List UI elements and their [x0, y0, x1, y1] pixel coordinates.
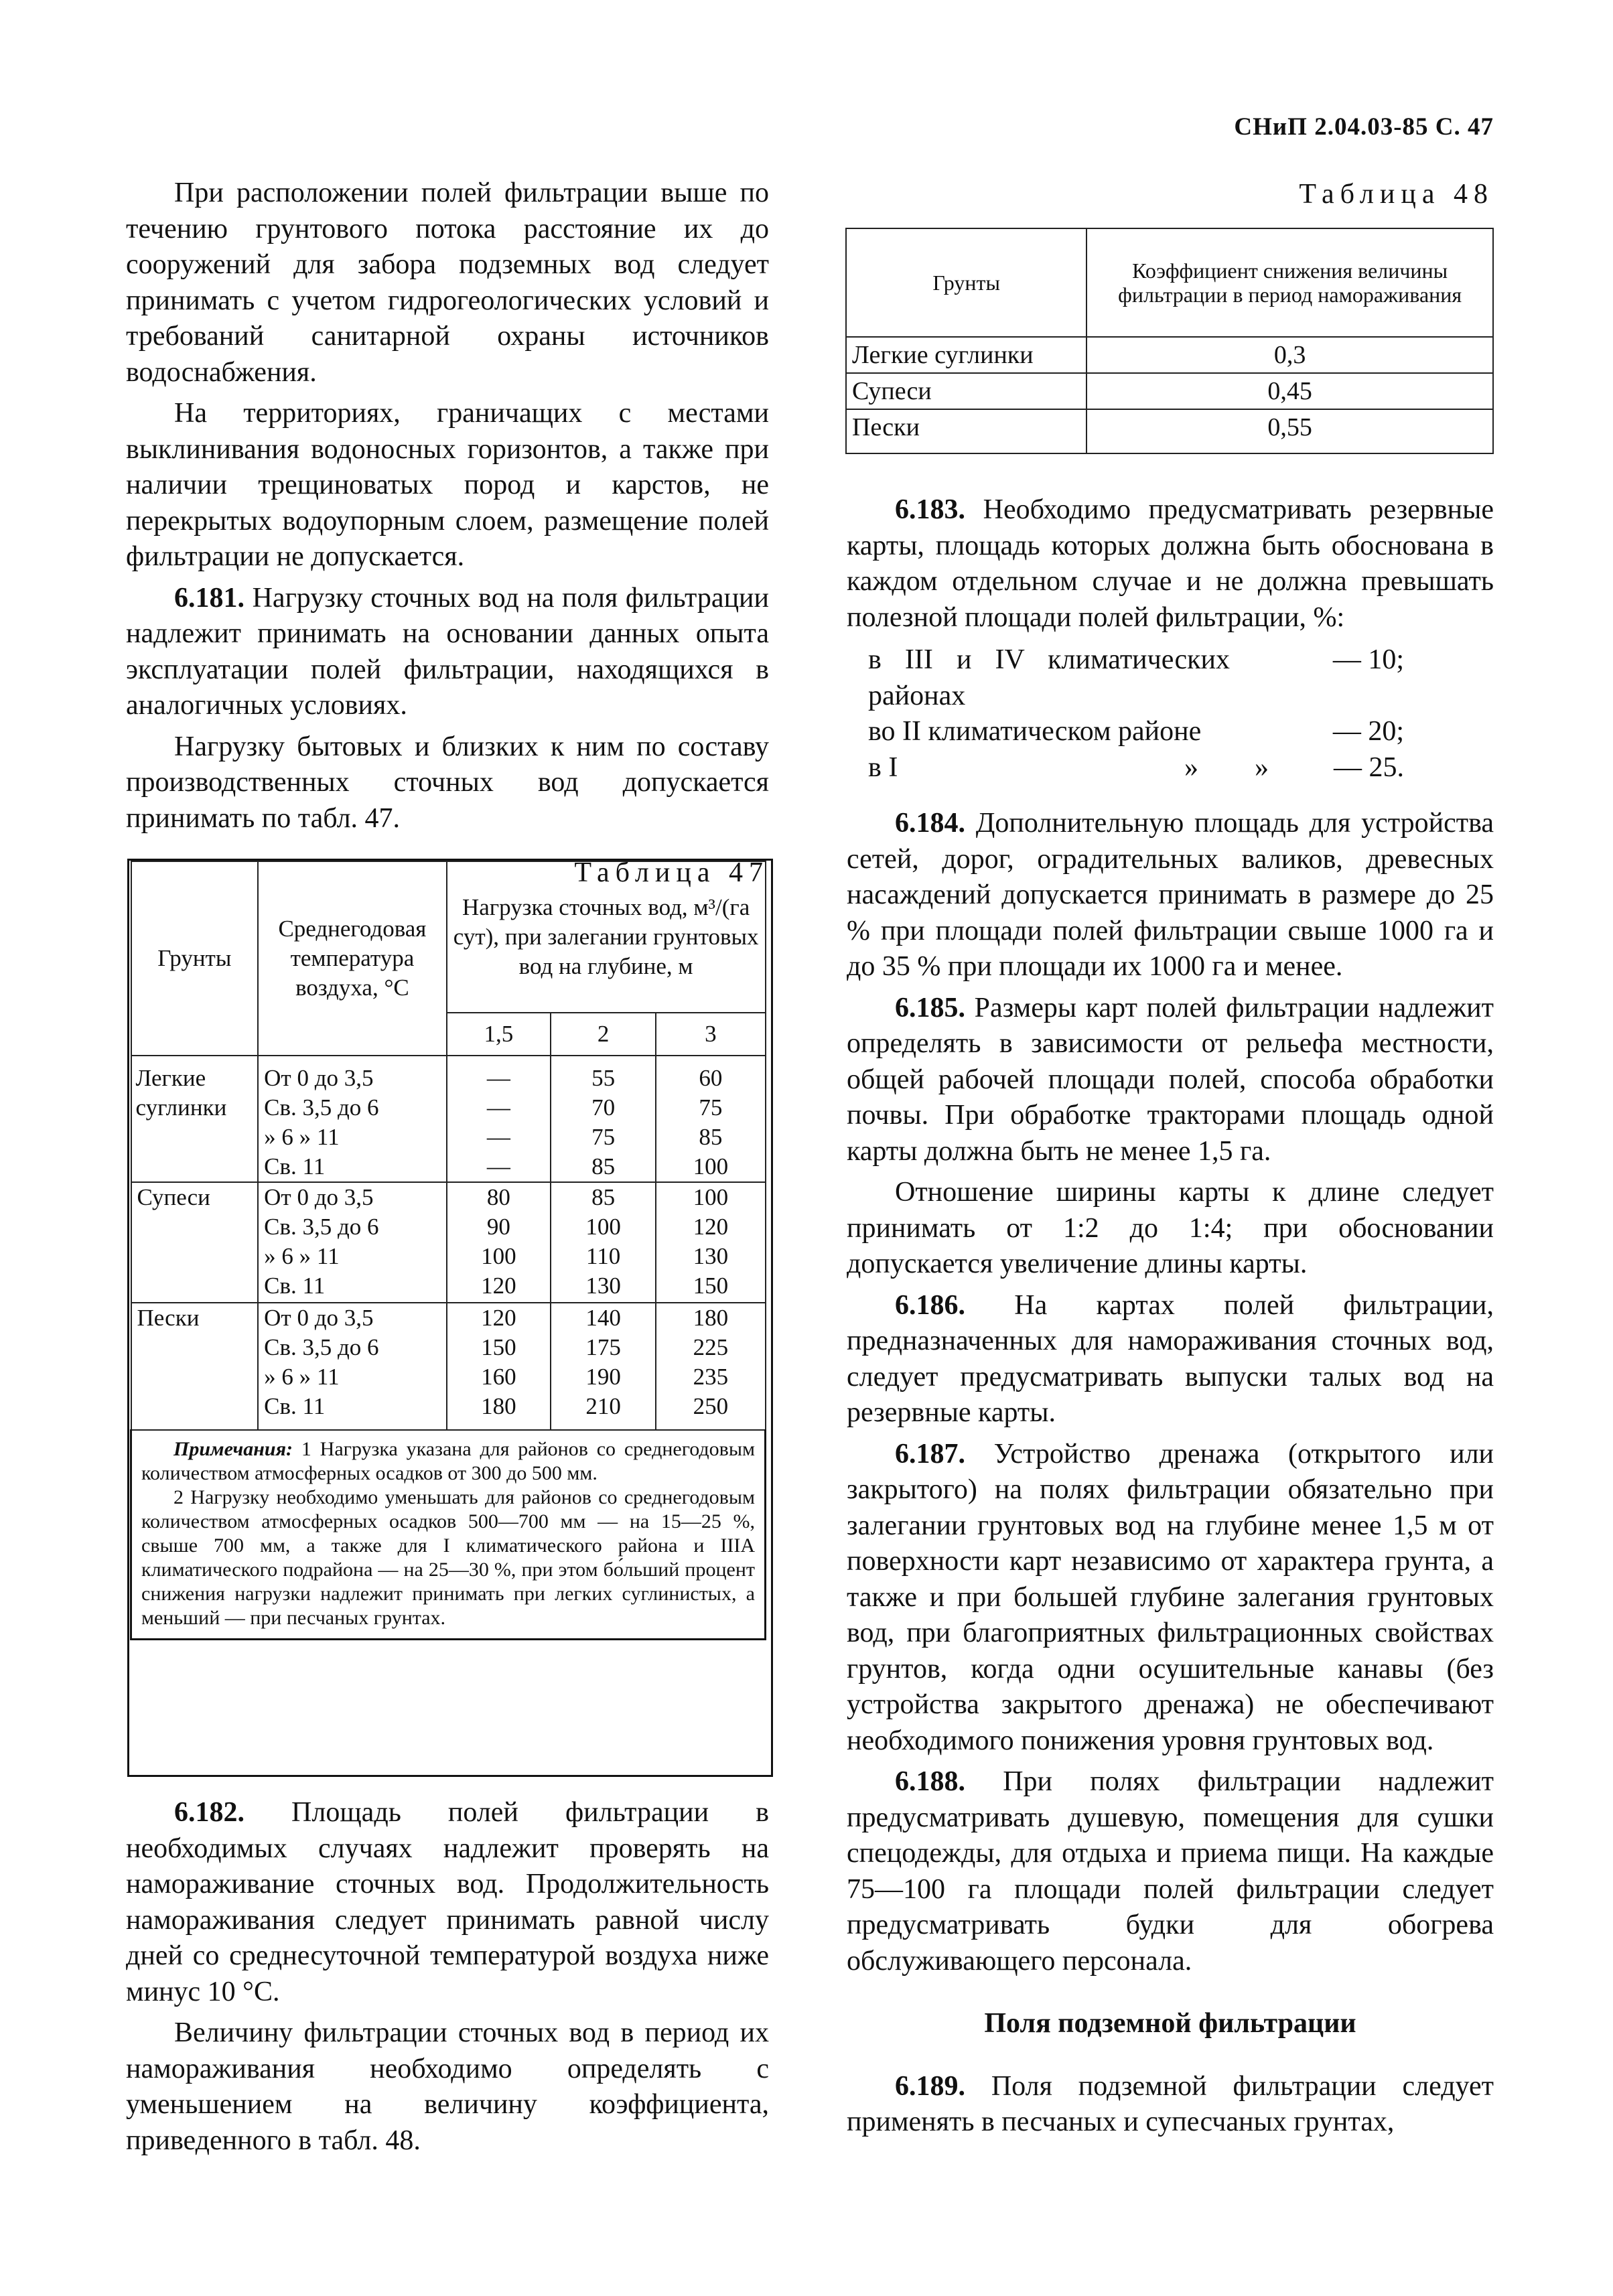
- left-column: [126, 175, 769, 891]
- clause-number: 6.184.: [895, 808, 965, 839]
- soil-cell: Супеси: [131, 1182, 259, 1303]
- note-2: 2 Нагрузку необходимо уменьшать для районов со среднегодовым количеством атмосферных осадков 500—700 мм — на 15—25 %, свыше 700 мм, а также для I климатического района и IIIA климатического подрайона — на 25—30 %, при этом бо́льший процент снижения нагрузки надлежит принимать при легких суглинистых, а меньший — при песчаных грунтах.: [141, 1486, 755, 1629]
- column-header-depth: 2: [551, 1013, 656, 1056]
- clause-number: 6.187.: [895, 1438, 965, 1469]
- left-column-lower: [126, 1795, 769, 2164]
- paragraph-6-188: [847, 1764, 1494, 1979]
- clause-number: 6.181.: [174, 582, 244, 614]
- clause-text: При полях фильтрации надлежит предусматривать душевую, помещения для сушки спецодежды, для отдыха и приема пищи. На каждые 75—100 га площади полей фильтрации следует предусматривать будки для обогрева обслуживающего персонала.: [847, 1766, 1494, 1977]
- column-header-coefficient: Коэффициент снижения величины фильтрации в период намораживания: [1086, 228, 1493, 337]
- table-row: [131, 1182, 766, 1303]
- page-header: СНиП 2.04.03-85 С. 47: [1234, 113, 1494, 141]
- temp-cell: От 0 до 3,5 Св. 3,5 до 6 » 6 » 11 Св. 11: [258, 1182, 447, 1303]
- clause-text: На картах полей фильтрации, предназначенных для намораживания сточных вод, следует предусматривать выпуски талых вод на резервные карты.: [847, 1289, 1494, 1428]
- table-48-caption: Таблица 48: [1299, 179, 1494, 210]
- temp-cell: От 0 до 3,5 Св. 3,5 до 6 » 6 » 11 Св. 11: [258, 1064, 447, 1182]
- clause-text: Площадь полей фильтрации в необходимых случаях надлежит проверять на намораживание сточных вод. Продолжительность намораживания следует принимать равной числу дней со среднесуточной температурой воздуха ниже минус 10 °С.: [126, 1797, 769, 2007]
- value-cell: 120 150 160 180: [447, 1303, 551, 1430]
- table-row: [846, 373, 1493, 409]
- table-row: [131, 1303, 766, 1430]
- column-header-load: Нагрузка сточных вод, м³/(га сут), при залегании грунтовых вод на глубине, м: [447, 861, 766, 1013]
- value-cell: 55 70 75 85: [551, 1064, 656, 1182]
- soil-cell: Легкие суглинки: [846, 337, 1086, 373]
- list-item: в III и IV климатических районах — 10;: [868, 644, 1404, 711]
- value-cell: 85 100 110 130: [551, 1182, 656, 1303]
- paragraph: На территориях, граничащих с местами выклинивания водоносных горизонтов, а также при наличии трещиноватых пород и карстов, не перекрытых водоупорным слоем, размещение полей фильтрации не допускается.: [126, 398, 769, 572]
- paragraph: Отношение ширины карты к длине следует принимать от 1:2 до 1:4; при обосновании допускается увеличение длины карты.: [847, 1177, 1494, 1279]
- clause-text: Устройство дренажа (открытого или закрытого) на полях фильтрации обязательно при залегании грунтовых вод на глубине менее 1,5 м от поверхности карт независимо от характера грунта, а также и при большей глубине залегания грунтовых вод, при благоприятных фильтрационных свойствах грунтов, когда одни осушительные канавы (без устройства закрытого дренажа) не обеспечивают необходимого понижения уровня грунтовых вод.: [847, 1438, 1494, 1756]
- value-cell: 0,45: [1086, 373, 1493, 409]
- temp-cell: От 0 до 3,5 Св. 3,5 до 6 » 6 » 11 Св. 11: [258, 1303, 447, 1430]
- value-cell: 180 225 235 250: [656, 1303, 765, 1430]
- soil-cell: Легкие суглинки: [131, 1064, 259, 1182]
- value-cell: 60 75 85 100: [656, 1064, 765, 1182]
- paragraph: При расположении полей фильтрации выше по течению грунтового потока расстояние их до сооружений для забора подземных вод следует принимать с учетом гидрогеологических условий и требований санитарной охраны источников водоснабжения.: [126, 177, 769, 388]
- table-48-caption-wrap: [847, 175, 1494, 213]
- value-cell: 0,3: [1086, 337, 1493, 373]
- paragraph-6-185: [847, 991, 1494, 1170]
- column-header-depth: 1,5: [447, 1013, 551, 1056]
- column-header-depth: 3: [656, 1013, 765, 1056]
- clause-number: 6.189.: [895, 2070, 965, 2102]
- list-item: в I » » — 25.: [868, 751, 1404, 783]
- paragraph-6-187: [847, 1437, 1494, 1760]
- paragraph-6-181: [126, 581, 769, 724]
- clause-text: Дополнительную площадь для устройства сетей, дорог, оградительных валиков, древесных насаждений допускается принимать в размере до 25 % при площади полей фильтрации свыше 1000 га и до 35 % при площади их 1000 га и менее.: [847, 808, 1494, 982]
- clause-number: 6.186.: [895, 1289, 965, 1321]
- value-cell: 100 120 130 150: [656, 1182, 765, 1303]
- soil-cell: Супеси: [846, 373, 1086, 409]
- clause-text: Нагрузку сточных вод на поля фильтрации надлежит принимать на основании данных опыта эксплуатации полей фильтрации, находящихся в аналогичных условиях.: [126, 582, 769, 721]
- clause-number: 6.185.: [895, 992, 965, 1023]
- right-column: [847, 492, 1494, 2146]
- paragraph-6-186: [847, 1288, 1494, 1431]
- paragraph-6-182: [126, 1795, 769, 2010]
- value-cell: 80 90 100 120: [447, 1182, 551, 1303]
- paragraph: Величину фильтрации сточных вод в период их намораживания необходимо определять с уменьшением на величину коэффициента, приведенного в табл. 48.: [126, 2017, 769, 2156]
- table-row: [846, 409, 1493, 453]
- paragraph-6-183: [847, 492, 1494, 636]
- climate-list: [847, 642, 1494, 786]
- clause-text: Поля подземной фильтрации следует применять в песчаных и супесчаных грунтах,: [847, 2070, 1494, 2137]
- list-item: во II климатическом районе — 20;: [868, 716, 1404, 747]
- paragraph-6-184: [847, 806, 1494, 985]
- clause-text: Необходимо предусматривать резервные карты, площадь которых должна быть обоснована в каждом отдельном случае и не должна превышать полезной площади полей фильтрации, %:: [847, 494, 1494, 633]
- table-47: [130, 861, 766, 1640]
- paragraph-6-189: [847, 2069, 1494, 2141]
- column-header-soil: Грунты: [131, 861, 259, 1056]
- column-header-soil: Грунты: [846, 228, 1086, 337]
- clause-number: 6.188.: [895, 1766, 965, 1797]
- paragraph: Нагрузку бытовых и близких к ним по составу производственных сточных вод допускается принимать по табл. 47.: [126, 731, 769, 834]
- clause-text: Размеры карт полей фильтрации надлежит определять в зависимости от рельефа местности, общей рабочей площади полей, способа обработки почвы. При обработке тракторами площадь одной карты должна быть не менее 1,5 га.: [847, 992, 1494, 1167]
- value-cell: 140 175 190 210: [551, 1303, 656, 1430]
- table-row: [846, 337, 1493, 373]
- table-47-caption: Таблица 47: [574, 857, 769, 888]
- value-cell: — — — —: [447, 1064, 551, 1182]
- clause-number: 6.183.: [895, 494, 965, 525]
- table-48: [845, 228, 1494, 454]
- clause-number: 6.182.: [174, 1797, 244, 1828]
- table-notes: [131, 1430, 766, 1640]
- soil-cell: Пески: [846, 409, 1086, 453]
- column-header-temperature: Среднегодовая температура воздуха, °С: [258, 861, 447, 1056]
- table-row: [131, 1064, 766, 1182]
- value-cell: 0,55: [1086, 409, 1493, 453]
- note-1: Примечания: 1 Нагрузка указана для районов со среднегодовым количеством атмосферных осадков от 300 до 500 мм.: [141, 1438, 755, 1484]
- section-heading: Поля подземной фильтрации: [984, 2008, 1356, 2039]
- soil-cell: Пески: [131, 1303, 259, 1430]
